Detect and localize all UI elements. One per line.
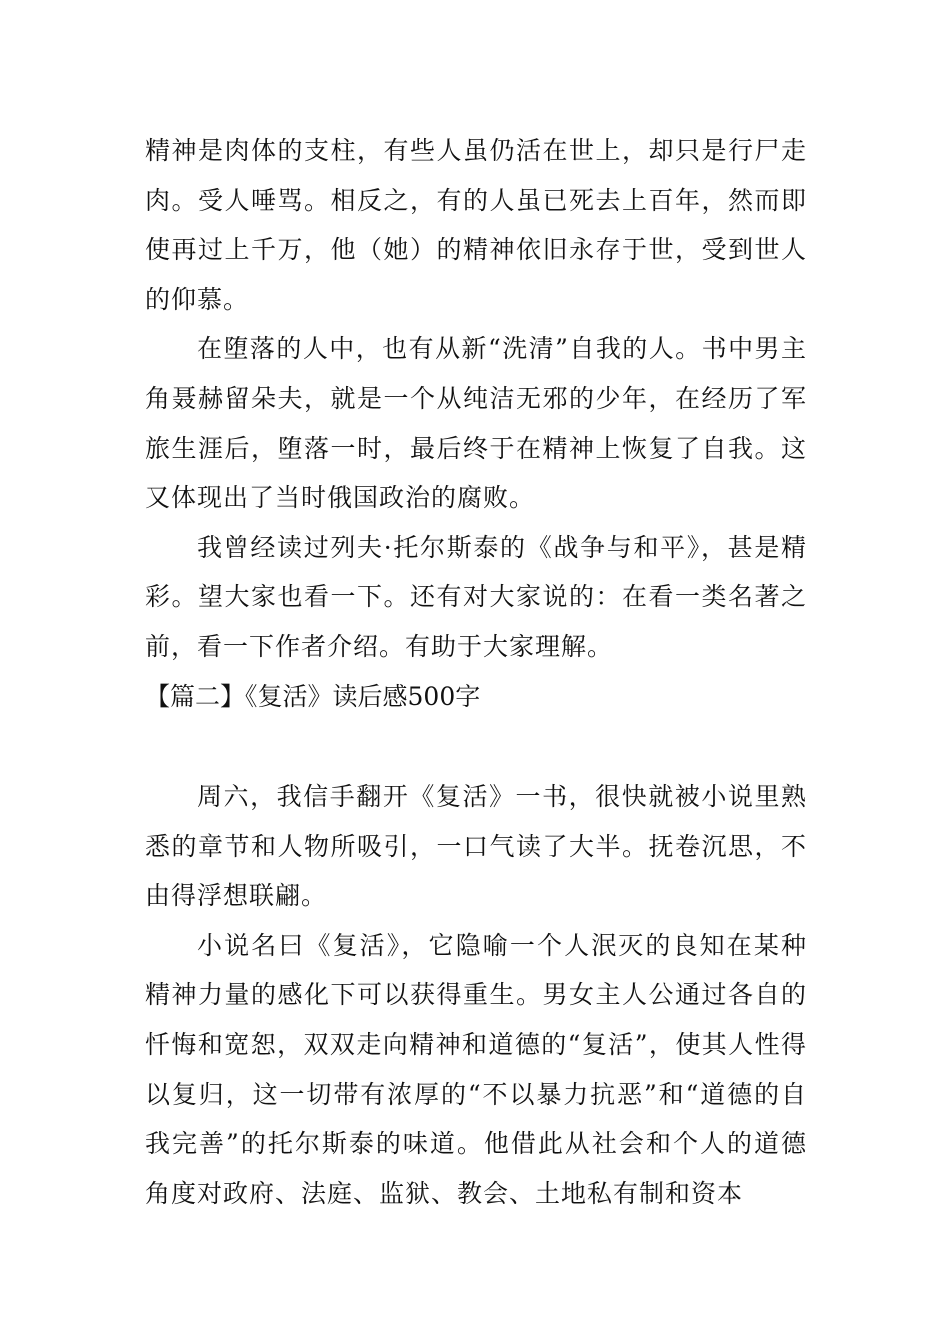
- paragraph-war-and-peace: 我曾经读过列夫·托尔斯泰的《战争与和平》，甚是精彩。望大家也看一下。还有对大家说的：在看一类名著之前，看一下作者介绍。有助于大家理解。: [145, 532, 807, 661]
- paragraph-title-meaning: 小说名曰《复活》，它隐喻一个人泯灭的良知在某种精神力量的感化下可以获得重生。男女主人公通过各自的忏悔和宽恕，双双走向精神和道德的“复活”，使其人性得以复归，这一切带有浓厚的“不以暴力抗恶”和“道德的自我完善”的托尔斯泰的味道。他借此从社会和个人的道德角度对政府、法庭、监狱、教会、土地私有制和资本: [145, 930, 807, 1208]
- section-heading: 【篇二】《复活》读后感500字: [145, 682, 481, 711]
- paragraph-continuation: 精神是肉体的支柱，有些人虽仍活在世上，却只是行尸走肉。受人唾骂。相反之，有的人虽已死去上百年，然而即使再过上千万，他（她）的精神依旧永存于世，受到世人的仰慕。: [145, 136, 807, 314]
- paragraph-nekhlyudov: 在堕落的人中，也有从新“洗清”自我的人。书中男主角聂赫留朵夫，就是一个从纯洁无邪的少年，在经历了军旅生涯后，堕落一时，最后终于在精神上恢复了自我。这又体现出了当时俄国政治的腐败。: [145, 334, 807, 513]
- paragraph-saturday: 周六，我信手翻开《复活》一书，很快就被小说里熟悉的章节和人物所吸引，一口气读了大半。抚卷沉思，不由得浮想联翩。: [145, 782, 807, 911]
- section-one-body: [145, 126, 807, 672]
- section-two-body: [145, 772, 807, 1218]
